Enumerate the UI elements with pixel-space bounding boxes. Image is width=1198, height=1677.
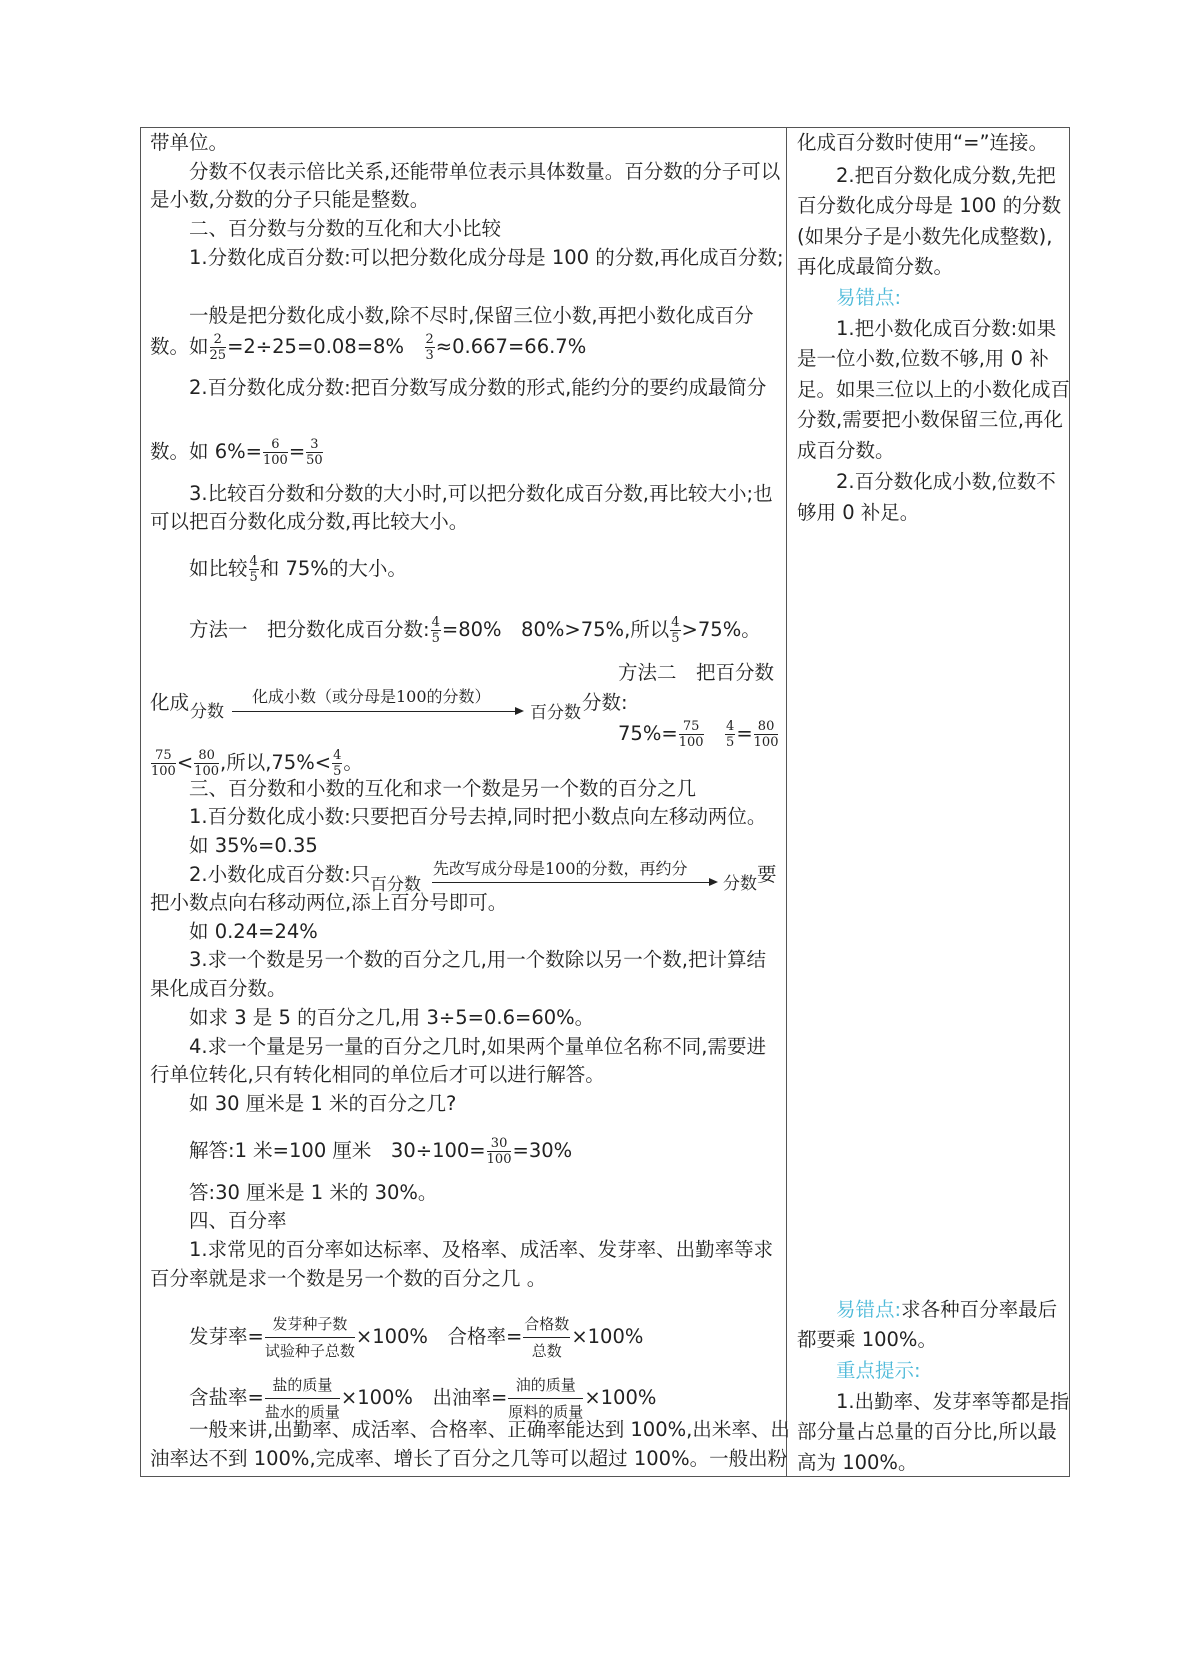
text-segment: 把小数点向右移动两位,添上百分号即可。 <box>150 891 508 914</box>
denominator: 3 <box>425 348 434 363</box>
denominator: 100 <box>753 735 779 750</box>
fraction <box>151 748 176 779</box>
main-text-line <box>189 1035 766 1059</box>
text-segment: =30% <box>512 1139 573 1162</box>
highlight-label: 易错点: <box>836 286 902 309</box>
side-text-line <box>797 1328 937 1352</box>
text-segment: 2.百分数化成小数,位数不 <box>836 470 1056 493</box>
text-segment: ≈0.667=66.7% <box>435 335 587 358</box>
text-segment: (如果分子是小数先化成整数), <box>797 225 1053 248</box>
numerator: 4 <box>249 554 258 569</box>
side-text-line <box>836 317 1056 341</box>
text-segment: 如求 3 是 5 的百分之几,用 3÷5=0.6=60%。 <box>189 1006 595 1029</box>
main-text-line <box>189 304 754 328</box>
numerator: 4 <box>333 748 342 763</box>
side-text-line <box>797 131 1048 155</box>
text-segment: 化成 <box>150 691 190 714</box>
text-segment: < <box>176 751 194 774</box>
text-segment: 1.求常见的百分率如达标率、及格率、成活率、发芽率、出勤率等求 <box>189 1238 774 1261</box>
text-segment: 可以把百分数化成分数,再比较大小。 <box>150 510 469 533</box>
side-text-line <box>836 164 1056 188</box>
text-segment: 带单位。 <box>150 131 229 154</box>
diagram-label: 化成小数（或分母是100的分数） <box>252 687 491 706</box>
arrow-icon <box>232 711 522 712</box>
arrow-icon <box>432 882 716 883</box>
text-segment: 2.把百分数化成分数,先把 <box>836 164 1056 187</box>
side-text-line <box>797 225 1052 249</box>
diagram-label: 先改写成分母是100的分数，再约分 <box>433 859 688 878</box>
fraction <box>425 332 435 363</box>
side-text-line <box>797 255 953 279</box>
denominator: 25 <box>209 348 227 363</box>
text-segment: 方法二 把百分数 <box>618 661 775 684</box>
main-text-line <box>189 1136 572 1167</box>
numerator: 75 <box>151 748 176 764</box>
numerator: 合格数 <box>523 1311 570 1338</box>
numerator: 2 <box>210 332 227 348</box>
text-segment: 如 35%=0.35 <box>189 834 318 857</box>
text-segment <box>705 722 725 745</box>
text-segment: 1.百分数化成小数:只要把百分号去掉,同时把小数点向左移动两位。 <box>189 805 767 828</box>
diagram-from: 百分数 <box>370 875 421 895</box>
denominator: 5 <box>249 570 258 585</box>
highlight-label: 易错点: <box>836 1298 902 1321</box>
main-text-line <box>618 719 779 750</box>
text-segment: 求各种百分率最后 <box>901 1298 1058 1321</box>
diagram-tail: 要 <box>757 863 777 886</box>
text-segment: ×100% <box>584 1386 657 1409</box>
text-segment: 果化成百分数。 <box>150 977 287 1000</box>
main-text-line <box>189 1181 437 1205</box>
denominator: 5 <box>431 631 440 646</box>
text-segment: 数。如 6%= <box>150 440 262 463</box>
numerator: 3 <box>306 437 323 453</box>
text-segment: ×100% 出油率= <box>340 1386 508 1409</box>
text-segment: 高为 100%。 <box>797 1451 918 1474</box>
main-text-line <box>150 1267 546 1291</box>
text-segment: 一般是把分数化成小数,除不尽时,保留三位小数,再把小数化成百分 <box>189 304 754 327</box>
side-text-line <box>797 408 1063 432</box>
text-segment: 是小数,分数的分子只能是整数。 <box>150 188 430 211</box>
text-segment: 足。如果三位以上的小数化成百 <box>797 378 1071 401</box>
side-text-line <box>836 1390 1069 1414</box>
main-text-line <box>189 1092 456 1116</box>
diagram-to: 分数 <box>723 874 757 894</box>
numerator: 发芽种子数 <box>265 1311 355 1338</box>
text-segment: 行单位转化,只有转化相同的单位后才可以进行解答。 <box>150 1063 605 1086</box>
text-segment: 如 0.24=24% <box>189 920 318 943</box>
main-text-line <box>189 834 318 858</box>
fraction <box>194 748 219 779</box>
text-segment: 成百分数。 <box>797 439 895 462</box>
denominator: 100 <box>151 764 176 779</box>
text-segment: ×100% 合格率= <box>355 1325 523 1348</box>
main-text-line <box>189 1006 594 1030</box>
text-segment: 1.分数化成百分数:可以把分数化成分母是 100 的分数,再化成百分数; <box>189 246 784 269</box>
side-text-line <box>836 470 1056 494</box>
main-text-line <box>189 1418 790 1442</box>
numerator: 80 <box>754 719 779 735</box>
numerator: 80 <box>194 748 219 764</box>
text-segment: 1.出勤率、发芽率等都是指 <box>836 1390 1070 1413</box>
text-segment: 1.把小数化成百分数:如果 <box>836 317 1057 340</box>
text-segment: 油率达不到 100%,完成率、增长了百分之几等可以超过 100%。一般出粉 <box>150 1447 788 1470</box>
main-text-line <box>150 748 363 779</box>
numerator: 2 <box>425 332 434 347</box>
text-segment: = <box>736 722 753 745</box>
text-segment: 分数不仅表示倍比关系,还能带单位表示具体数量。百分数的分子可以 <box>189 160 781 183</box>
denominator: 5 <box>726 735 735 750</box>
text-segment: 如 30 厘米是 1 米的百分之几? <box>189 1092 457 1115</box>
fraction <box>249 554 259 585</box>
side-text-line <box>797 501 919 525</box>
main-text-line <box>189 554 407 585</box>
diagram-tail: 分数: <box>582 691 628 714</box>
fraction <box>754 719 779 750</box>
side-text-line <box>836 1298 1057 1322</box>
main-text-line <box>189 160 780 184</box>
denominator: 100 <box>486 1152 512 1167</box>
text-segment: 够用 0 补足。 <box>797 501 920 524</box>
text-segment: 再化成最简分数。 <box>797 255 954 278</box>
text-segment: =80% 80%>75%,所以 <box>441 618 670 641</box>
denominator: 5 <box>333 764 342 779</box>
main-text-line <box>189 805 766 829</box>
text-segment: 2.百分数化成分数:把百分数写成分数的形式,能约分的要约成最简分 <box>189 376 767 399</box>
side-text-line <box>797 1451 917 1475</box>
denominator: 总数 <box>531 1342 562 1360</box>
side-text-line <box>797 194 1061 218</box>
fraction <box>265 1311 355 1364</box>
main-text-line <box>150 891 507 915</box>
text-segment: =2÷25=0.08=8% <box>227 335 424 358</box>
fraction <box>725 719 735 750</box>
text-segment: 和 75%的大小。 <box>259 557 407 580</box>
numerator: 油的质量 <box>508 1372 583 1399</box>
main-text-line <box>618 661 774 685</box>
column-divider <box>786 127 787 1477</box>
fraction <box>306 437 323 468</box>
text-segment: 3.求一个数是另一个数的百分之几,用一个数除以另一个数,把计算结 <box>189 948 767 971</box>
fraction <box>332 748 342 779</box>
text-segment: 解答:1 米=100 厘米 30÷100= <box>189 1139 486 1162</box>
text-segment: 答:30 厘米是 1 米的 30%。 <box>189 1181 438 1204</box>
text-segment: 数。如 <box>150 335 209 358</box>
main-text-line <box>189 376 766 400</box>
main-text-line <box>150 691 189 715</box>
text-segment: 75%= <box>618 722 678 745</box>
denominator: 原料的质量 <box>508 1403 584 1421</box>
numerator: 75 <box>679 719 704 735</box>
denominator: 5 <box>671 631 680 646</box>
main-text-line <box>189 777 696 801</box>
text-segment: ×100% <box>571 1325 644 1348</box>
main-text-line <box>189 615 761 646</box>
denominator: 盐水的质量 <box>264 1403 340 1421</box>
text-segment: 四、百分率 <box>189 1209 287 1232</box>
denominator: 50 <box>306 453 323 468</box>
denominator: 100 <box>262 453 288 468</box>
fraction <box>670 615 680 646</box>
fraction <box>523 1311 570 1364</box>
main-text-line <box>150 188 429 212</box>
diagram-to: 百分数 <box>530 703 581 723</box>
text-segment: 二、百分数与分数的互化和大小比较 <box>189 217 502 240</box>
numerator: 6 <box>263 437 288 453</box>
text-segment: 3.比较百分数和分数的大小时,可以把分数化成百分数,再比较大小;也 <box>189 482 773 505</box>
main-text-line <box>189 948 766 972</box>
text-segment: 百分率就是求一个数是另一个数的百分之几 。 <box>150 1267 547 1290</box>
main-text-line <box>189 920 318 944</box>
text-segment: 含盐率= <box>189 1386 264 1409</box>
numerator: 4 <box>726 719 735 734</box>
denominator: 100 <box>194 764 219 779</box>
text-segment: ,所以,75%< <box>220 751 332 774</box>
side-text-line <box>797 1420 1057 1444</box>
main-text-line <box>150 1447 787 1471</box>
numerator: 30 <box>487 1136 512 1152</box>
main-text-line <box>189 1209 287 1233</box>
denominator: 试验种子总数 <box>264 1342 355 1360</box>
main-text-line <box>150 510 468 534</box>
side-text-line <box>836 1359 921 1383</box>
text-segment: 三、百分数和小数的互化和求一个数是另一个数的百分之几 <box>189 777 697 800</box>
denominator: 100 <box>678 735 704 750</box>
main-text-line <box>189 246 784 270</box>
numerator: 4 <box>671 615 680 630</box>
fraction <box>679 719 704 750</box>
main-text-line <box>189 482 773 506</box>
text-segment: 。 <box>343 751 363 774</box>
text-segment: 分数,需要把小数保留三位,再化 <box>797 408 1063 431</box>
main-text-line <box>150 1063 605 1087</box>
text-segment: 是一位小数,位数不够,用 0 补 <box>797 347 1049 370</box>
text-segment: >75%。 <box>681 618 761 641</box>
text-segment: 一般来讲,出勤率、成活率、合格率、正确率能达到 100%,出米率、出 <box>189 1418 790 1441</box>
main-text-line <box>189 1311 643 1364</box>
main-text-line <box>150 332 586 363</box>
side-text-line <box>797 347 1049 371</box>
text-segment: 发芽率= <box>189 1325 264 1348</box>
text-segment: 都要乘 100%。 <box>797 1328 937 1351</box>
side-text-line <box>797 439 895 463</box>
text-segment: = <box>288 440 306 463</box>
fraction <box>210 332 227 363</box>
main-text-line <box>189 217 501 241</box>
fraction <box>487 1136 512 1167</box>
text-segment: 百分数化成分母是 100 的分数 <box>797 194 1062 217</box>
main-text-line <box>150 437 324 468</box>
side-text-line <box>797 378 1070 402</box>
text-segment: 化成百分数时使用“=”连接。 <box>797 131 1049 154</box>
text-segment: 部分量占总量的百分比,所以最 <box>797 1420 1057 1443</box>
main-text-line <box>189 863 370 887</box>
text-segment: 如比较 <box>189 557 248 580</box>
text-segment: 2.小数化成百分数:只 <box>189 863 371 886</box>
numerator: 盐的质量 <box>265 1372 340 1399</box>
main-text-line <box>150 977 287 1001</box>
main-text-line <box>189 1238 773 1262</box>
fraction <box>431 615 441 646</box>
diagram-from: 分数 <box>190 702 224 722</box>
highlight-label: 重点提示: <box>836 1359 921 1382</box>
text-segment: 方法一 把分数化成百分数: <box>189 618 430 641</box>
side-text-line <box>836 286 901 310</box>
main-text-line <box>150 131 228 155</box>
fraction <box>263 437 288 468</box>
text-segment: 4.求一个量是另一量的百分之几时,如果两个量单位名称不同,需要进 <box>189 1035 767 1058</box>
numerator: 4 <box>431 615 440 630</box>
